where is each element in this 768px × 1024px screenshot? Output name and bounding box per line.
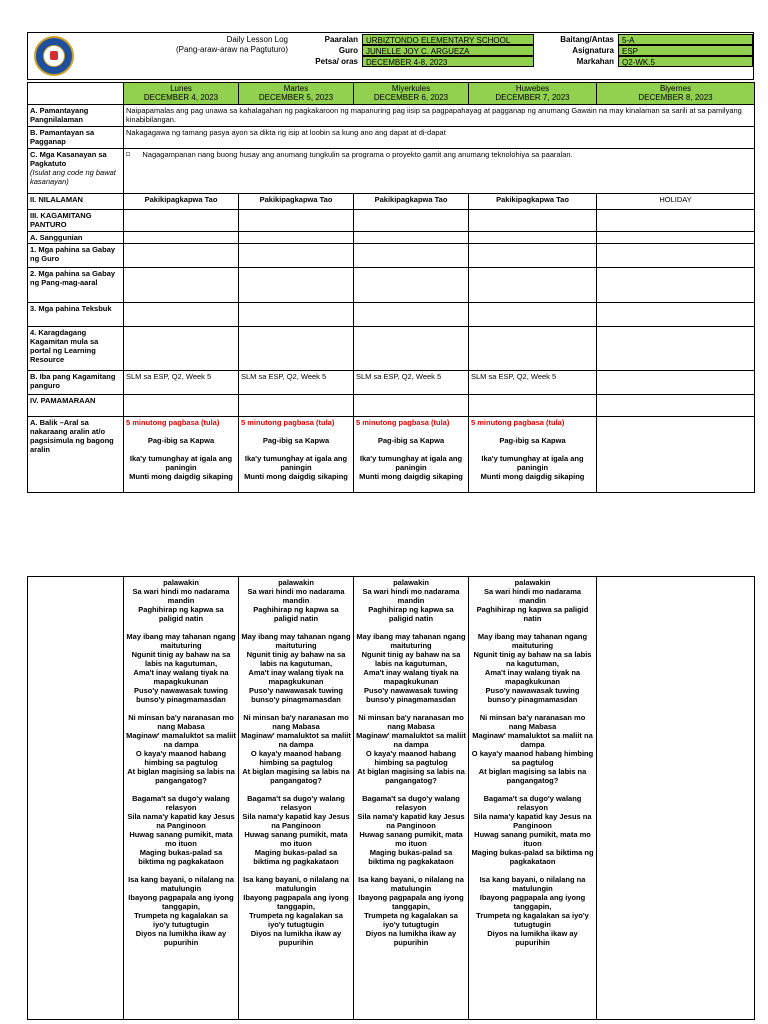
poem-line: Ngunit tinig ay bahaw na sa labis na kagutuman,	[131, 650, 231, 668]
poem-line: Sa wari hindi mo nadarama mandin	[132, 587, 230, 605]
poem-title: Pag-ibig sa Kapwa	[262, 436, 330, 445]
poem-stanza	[126, 632, 236, 704]
poem-line: Paghihirap ng kapwa sa paligid natin	[253, 605, 339, 623]
poem-line: palawakin	[393, 578, 429, 587]
poem-line: At biglan magising sa labis na pangangatog?	[127, 767, 235, 785]
poem-line: Ibayong pagpapala ang iyong tanggapin,	[479, 893, 586, 911]
row-label-content-standard: A. Pamantayang Pangnilalaman	[28, 105, 124, 127]
poem-line: Puso'y nawawasak tuwing bunso'y pinagmamasdan	[364, 686, 458, 704]
table-row	[28, 105, 755, 127]
empty-cell	[239, 303, 354, 327]
quarter-label: Markahan	[576, 57, 614, 66]
poem-line: Bagama't sa dugo'y walang relasyon	[483, 794, 582, 812]
table-row	[28, 149, 755, 194]
poem-line: Ni minsan ba'y naranasan mo nang Mabasa	[243, 713, 349, 731]
poem-stanza	[356, 713, 466, 785]
poem-line: May ibang may tahanan ngang maituturing	[241, 632, 351, 650]
empty-cell	[469, 244, 597, 268]
poem-line: Maging bukas-palad sa biktima ng pagkakataon	[253, 848, 339, 866]
table-row	[28, 417, 755, 493]
poem-line: Munti mong daigdig sikaping	[244, 472, 348, 481]
empty-cell	[124, 303, 239, 327]
poem-stanza	[241, 632, 351, 704]
poem-line: Diyos na lumikha ikaw ay pupurihin	[487, 929, 578, 947]
empty-cell	[469, 268, 597, 303]
poem-line: At biglan magising sa labis na pangangatog?	[357, 767, 465, 785]
row-label-review: A. Balik –Aral sa nakaraang aralin at/o pagsisimula ng bagong aralin	[28, 417, 124, 493]
poem-line: Bagama't sa dugo'y walang relasyon	[247, 794, 345, 812]
poem-stanza	[241, 875, 351, 947]
other-resource-value: SLM sa ESP, Q2, Week 5	[354, 371, 469, 395]
poem-line: Sila nama'y kapatid kay Jesus na Panginoon	[357, 812, 465, 830]
poem-line: Maginaw' mamaluktot sa maliit na dampa	[126, 731, 236, 749]
row-label-performance-standard: B. Pamantayan sa Pagganap	[28, 127, 124, 149]
poem-line: O kaya'y maanod habang himbing sa pagtulog	[250, 749, 342, 767]
row-label-lr-portal: 4. Karagdagang Kagamitan mula sa portal ng Learning Resource	[28, 327, 124, 371]
poem-line: Puso'y nawawasak tuwing bunso'y pinagmamasdan	[134, 686, 228, 704]
poem-line: Isa kang bayani, o nilalang na matulungin	[128, 875, 234, 893]
poem-line: Isa kang bayani, o nilalang na matulungin	[358, 875, 464, 893]
poem-line: Maginaw' mamaluktot sa maliit na dampa	[356, 731, 466, 749]
grade-label: Baitang/Antas	[560, 35, 614, 44]
deped-seal-logo	[34, 36, 74, 76]
day-header-friday	[597, 83, 755, 105]
poem-line: Paghihirap ng kapwa sa paligid natin	[368, 605, 454, 623]
subject-value: ESP	[618, 45, 753, 56]
empty-cell	[597, 268, 755, 303]
empty-cell	[354, 268, 469, 303]
poem-line: Trumpeta ng kagalakan sa iyo'y tutugtugin	[364, 911, 458, 929]
subject-label: Asignatura	[572, 46, 614, 55]
other-resource-value: SLM sa ESP, Q2, Week 5	[239, 371, 354, 395]
poem-line: Diyos na lumikha ikaw ay pupurihin	[365, 929, 457, 947]
poem-line: Diyos na lumikha ikaw ay pupurihin	[135, 929, 227, 947]
poem-cell-thursday	[469, 577, 597, 1020]
poem-stanza	[356, 875, 466, 947]
lesson-log-table	[27, 82, 755, 493]
review-cell-thursday	[469, 417, 597, 493]
content-standard-text: Naipapamalas ang pag unawa sa kahalagahan ng pagkakaroon ng mapanuring pag iisip sa pagpapahayag at pagganap ng anumang Gawain na may kinalaman sa sarili at sa pamilyang kinabibilangan.	[124, 105, 755, 127]
table-row	[28, 395, 755, 417]
poem-line: Ni minsan ba'y naranasan mo nang Mabasa	[358, 713, 464, 731]
poem-line: Sila nama'y kapatid kay Jesus na Panginoon	[242, 812, 350, 830]
empty-cell	[124, 210, 239, 232]
poem-cell-monday	[124, 577, 239, 1020]
row-label-references: A. Sanggunian	[28, 232, 124, 244]
other-resource-value: SLM sa ESP, Q2, Week 5	[469, 371, 597, 395]
competencies-text-cell	[124, 149, 755, 194]
day-header-thursday	[469, 83, 597, 105]
empty-cell	[124, 244, 239, 268]
day-header-monday	[124, 83, 239, 105]
day-name: Lunes	[170, 84, 192, 93]
poem-line: Ibayong pagpapala ang iyong tanggapin,	[243, 893, 349, 911]
day-header-wednesday	[354, 83, 469, 105]
poem-stanza	[356, 578, 466, 623]
poem-stanza	[241, 713, 351, 785]
date-time-label: Petsa/ oras	[315, 57, 358, 66]
document-title	[128, 35, 288, 55]
empty-cell	[597, 232, 755, 244]
table-row	[28, 268, 755, 303]
empty-cell	[597, 395, 755, 417]
row-label-learning-resources: III. KAGAMITANG PANTURO	[28, 210, 124, 232]
empty-cell	[354, 395, 469, 417]
row-label-procedures: IV. PAMAMARAAN	[28, 395, 124, 417]
poem-stanza	[356, 632, 466, 704]
poem-line: May ibang may tahanan ngang maituturing	[477, 632, 588, 650]
poem-line: Ngunit tinig ay bahaw na sa labis na kagutuman,	[361, 650, 461, 668]
corner-cell	[28, 83, 124, 105]
empty-cell	[354, 210, 469, 232]
title-line-2: (Pang-araw-araw na Pagtuturo)	[175, 45, 288, 54]
empty-cell	[124, 268, 239, 303]
grade-value: 5-A	[618, 34, 753, 45]
day-name: Biyernes	[659, 84, 692, 93]
poem-line: Ama't inay walang tiyak na mapagkukunan	[484, 668, 581, 686]
poem-title: Pag-ibig sa Kapwa	[377, 436, 445, 445]
poem-line: Sa wari hindi mo nadarama mandin	[483, 587, 582, 605]
poem-title: Pag-ibig sa Kapwa	[499, 436, 566, 445]
quarter-value: Q2-WK.5	[618, 56, 753, 67]
review-cell-wednesday	[354, 417, 469, 493]
poem-line: palawakin	[514, 578, 551, 587]
poem-line: Puso'y nawawasak tuwing bunso'y pinagmamasdan	[249, 686, 343, 704]
poem-line: Trumpeta ng kagalakan sa iyo'y tutugtugin	[134, 911, 228, 929]
empty-cell	[597, 577, 755, 1020]
empty-cell	[239, 327, 354, 371]
poem-line: Ama't inay walang tiyak na mapagkukunan	[363, 668, 459, 686]
poem-line: Munti mong daigdig sikaping	[480, 472, 585, 481]
empty-cell	[124, 327, 239, 371]
poem-line: Ama't inay walang tiyak na mapagkukunan	[248, 668, 344, 686]
day-date: DECEMBER 8, 2023	[638, 93, 713, 102]
poem-line: palawakin	[163, 578, 199, 587]
day-name: Miyerkules	[391, 84, 431, 93]
row-label-textbook: 3. Mga pahina Teksbuk	[28, 303, 124, 327]
poem-stanza	[126, 875, 236, 947]
poem-title: Pag-ibig sa Kapwa	[147, 436, 215, 445]
table-row	[28, 194, 755, 210]
poem-line: Ika'y tumunghay at igala ang paningin	[481, 454, 584, 472]
poem-line: Huwag sanang pumikit, mata mo ituon	[129, 830, 233, 848]
table-row	[28, 577, 755, 1020]
empty-cell	[469, 210, 597, 232]
poem-line: Trumpeta ng kagalakan sa iyo'y tutugtugin	[249, 911, 343, 929]
poem-line: O kaya'y maanod habang himbing sa pagtulog	[135, 749, 227, 767]
poem-line: O kaya'y maanod habang himbing sa pagtulog	[471, 749, 594, 767]
poem-stanza	[126, 578, 236, 623]
poem-line: Maging bukas-palad sa biktima ng pagkakataon	[368, 848, 454, 866]
empty-cell	[469, 395, 597, 417]
empty-cell	[354, 244, 469, 268]
day-header-tuesday	[239, 83, 354, 105]
poem-line: Puso'y nawawasak tuwing bunso'y pinagmamasdan	[485, 686, 580, 704]
poem-line: Paghihirap ng kapwa sa paligid natin	[476, 605, 589, 623]
poem-continuation-table	[27, 576, 755, 1020]
empty-cell	[239, 395, 354, 417]
poem-line: At biglan magising sa labis na pangangatog?	[242, 767, 350, 785]
empty-cell	[354, 303, 469, 327]
reading-activity-label: 5 minutong pagbasa (tula)	[471, 418, 565, 427]
school-value: URBIZTONDO ELEMENTARY SCHOOL	[362, 34, 534, 45]
competencies-sublabel: (Isulat ang code ng bawat kasanayan)	[30, 168, 116, 186]
empty-label-cell	[28, 577, 124, 1020]
poem-line: Ngunit tinig ay bahaw na sa labis na kagutuman,	[246, 650, 346, 668]
bullet-icon: ⌑	[126, 150, 130, 159]
poem-line: Paghihirap ng kapwa sa paligid natin	[138, 605, 224, 623]
poem-line: Sila nama'y kapatid kay Jesus na Panginoon	[127, 812, 235, 830]
competencies-text: Nagagampanan nang buong husay ang anumang tungkulin sa programa o proyekto gamit ang anumang teknolohiya sa paaralan.	[142, 150, 573, 159]
day-date: DECEMBER 6, 2023	[373, 93, 449, 102]
poem-line: Munti mong daigdig sikaping	[359, 472, 463, 481]
poem-cell-wednesday	[354, 577, 469, 1020]
day-date: DECEMBER 5, 2023	[258, 93, 334, 102]
poem-line: Ika'y tumunghay at igala ang paningin	[129, 454, 233, 472]
poem-stanza	[356, 794, 466, 866]
row-label-other-resources: B. Iba pang Kagamitang panguro	[28, 371, 124, 395]
content-topic: Pakikipagkapwa Tao	[239, 194, 354, 210]
empty-cell	[597, 327, 755, 371]
poem-line: Ama't inay walang tiyak na mapagkukunan	[133, 668, 229, 686]
empty-cell	[597, 210, 755, 232]
poem-stanza	[241, 794, 351, 866]
poem-stanza	[241, 578, 351, 623]
poem-line: Isa kang bayani, o nilalang na matulungin	[243, 875, 349, 893]
poem-line: Ika'y tumunghay at igala ang paningin	[244, 454, 348, 472]
poem-line: Sa wari hindi mo nadarama mandin	[362, 587, 460, 605]
empty-cell	[597, 244, 755, 268]
table-row	[28, 303, 755, 327]
poem-line: Sila nama'y kapatid kay Jesus na Panginoon	[473, 812, 592, 830]
reading-activity-label: 5 minutong pagbasa (tula)	[241, 418, 335, 427]
day-name: Huwebes	[515, 84, 550, 93]
row-label-teacher-guide: 1. Mga pahina sa Gabay ng Guro	[28, 244, 124, 268]
table-row	[28, 327, 755, 371]
other-resource-value: SLM sa ESP, Q2, Week 5	[124, 371, 239, 395]
poem-line: Ibayong pagpapala ang iyong tanggapin,	[128, 893, 234, 911]
poem-line: Maginaw' mamaluktot sa maliit na dampa	[472, 731, 593, 749]
day-name: Martes	[283, 84, 309, 93]
empty-cell	[124, 395, 239, 417]
poem-line: Ika'y tumunghay at igala ang paningin	[359, 454, 463, 472]
content-topic: Pakikipagkapwa Tao	[354, 194, 469, 210]
review-cell-friday	[597, 417, 755, 493]
poem-line: Maginaw' mamaluktot sa maliit na dampa	[241, 731, 351, 749]
poem-stanza	[471, 578, 594, 623]
poem-stanza	[471, 713, 594, 785]
poem-line: Maging bukas-palad sa biktima ng pagkakataon	[138, 848, 224, 866]
empty-cell	[469, 327, 597, 371]
poem-stanza	[471, 794, 594, 866]
review-cell-tuesday	[239, 417, 354, 493]
reading-activity-label: 5 minutong pagbasa (tula)	[126, 418, 220, 427]
poem-line: May ibang may tahanan ngang maituturing	[356, 632, 466, 650]
row-label-competencies	[28, 149, 124, 194]
performance-standard-text: Nakagagawa ng tamang pasya ayon sa dikta ng isip at loobin sa kung ano ang dapat at di-dapat	[124, 127, 755, 149]
poem-line: Ibayong pagpapala ang iyong tanggapin,	[358, 893, 464, 911]
empty-cell	[239, 244, 354, 268]
poem-line: Huwag sanang pumikit, mata mo ituon	[359, 830, 463, 848]
row-label-content: II. NILALAMAN	[28, 194, 124, 210]
poem-line: Ngunit tinig ay bahaw na sa labis na kagutuman,	[473, 650, 592, 668]
teacher-value: JUNELLE JOY C. ARGUEZA	[362, 45, 534, 56]
poem-line: Bagama't sa dugo'y walang relasyon	[132, 794, 230, 812]
table-row	[28, 371, 755, 395]
poem-line: Trumpeta ng kagalakan sa iyo'y tutugtugin	[476, 911, 589, 929]
poem-line: Sa wari hindi mo nadarama mandin	[247, 587, 345, 605]
title-line-1: Daily Lesson Log	[226, 35, 288, 44]
poem-line: palawakin	[278, 578, 314, 587]
day-date: DECEMBER 4, 2023	[143, 93, 219, 102]
day-date: DECEMBER 7, 2023	[495, 93, 570, 102]
poem-line: Maging bukas-palad sa biktima ng pagkakataon	[471, 848, 594, 866]
poem-cell-tuesday	[239, 577, 354, 1020]
poem-line: Diyos na lumikha ikaw ay pupurihin	[250, 929, 342, 947]
empty-cell	[597, 371, 755, 395]
review-cell-monday	[124, 417, 239, 493]
poem-line: At biglan magising sa labis na pangangatog?	[478, 767, 587, 785]
table-row	[28, 244, 755, 268]
empty-cell	[469, 303, 597, 327]
poem-line: Huwag sanang pumikit, mata mo ituon	[244, 830, 348, 848]
poem-line: Ni minsan ba'y naranasan mo nang Mabasa	[128, 713, 234, 731]
friday-holiday: HOLIDAY	[597, 194, 755, 210]
empty-cell	[239, 268, 354, 303]
poem-line: Bagama't sa dugo'y walang relasyon	[362, 794, 460, 812]
table-row	[28, 127, 755, 149]
poem-line: Munti mong daigdig sikaping	[129, 472, 233, 481]
poem-stanza	[126, 713, 236, 785]
empty-cell	[354, 327, 469, 371]
poem-line: Isa kang bayani, o nilalang na matulungin	[479, 875, 586, 893]
table-row	[28, 210, 755, 232]
empty-cell	[124, 232, 239, 244]
empty-cell	[469, 232, 597, 244]
empty-cell	[354, 232, 469, 244]
row-label-learner-guide: 2. Mga pahina sa Gabay ng Pang-mag-aaral	[28, 268, 124, 303]
poem-stanza	[471, 875, 594, 947]
poem-line: Ni minsan ba'y naranasan mo nang Mabasa	[479, 713, 586, 731]
school-label: Paaralan	[324, 35, 358, 44]
content-topic: Pakikipagkapwa Tao	[124, 194, 239, 210]
poem-line: Huwag sanang pumikit, mata mo ituon	[474, 830, 591, 848]
reading-activity-label: 5 minutong pagbasa (tula)	[356, 418, 450, 427]
poem-stanza	[126, 794, 236, 866]
competencies-label: C. Mga Kasanayan sa Pagkatuto	[30, 150, 107, 168]
poem-stanza	[471, 632, 594, 704]
teacher-label: Guro	[338, 46, 358, 55]
poem-line: May ibang may tahanan ngang maituturing	[126, 632, 236, 650]
table-row	[28, 232, 755, 244]
empty-cell	[239, 210, 354, 232]
lesson-log-header	[27, 32, 754, 80]
empty-cell	[239, 232, 354, 244]
days-header-row	[28, 83, 755, 105]
date-time-value: DECEMBER 4-8, 2023	[362, 56, 534, 67]
poem-line: O kaya'y maanod habang himbing sa pagtulog	[365, 749, 457, 767]
content-topic: Pakikipagkapwa Tao	[469, 194, 597, 210]
empty-cell	[597, 303, 755, 327]
